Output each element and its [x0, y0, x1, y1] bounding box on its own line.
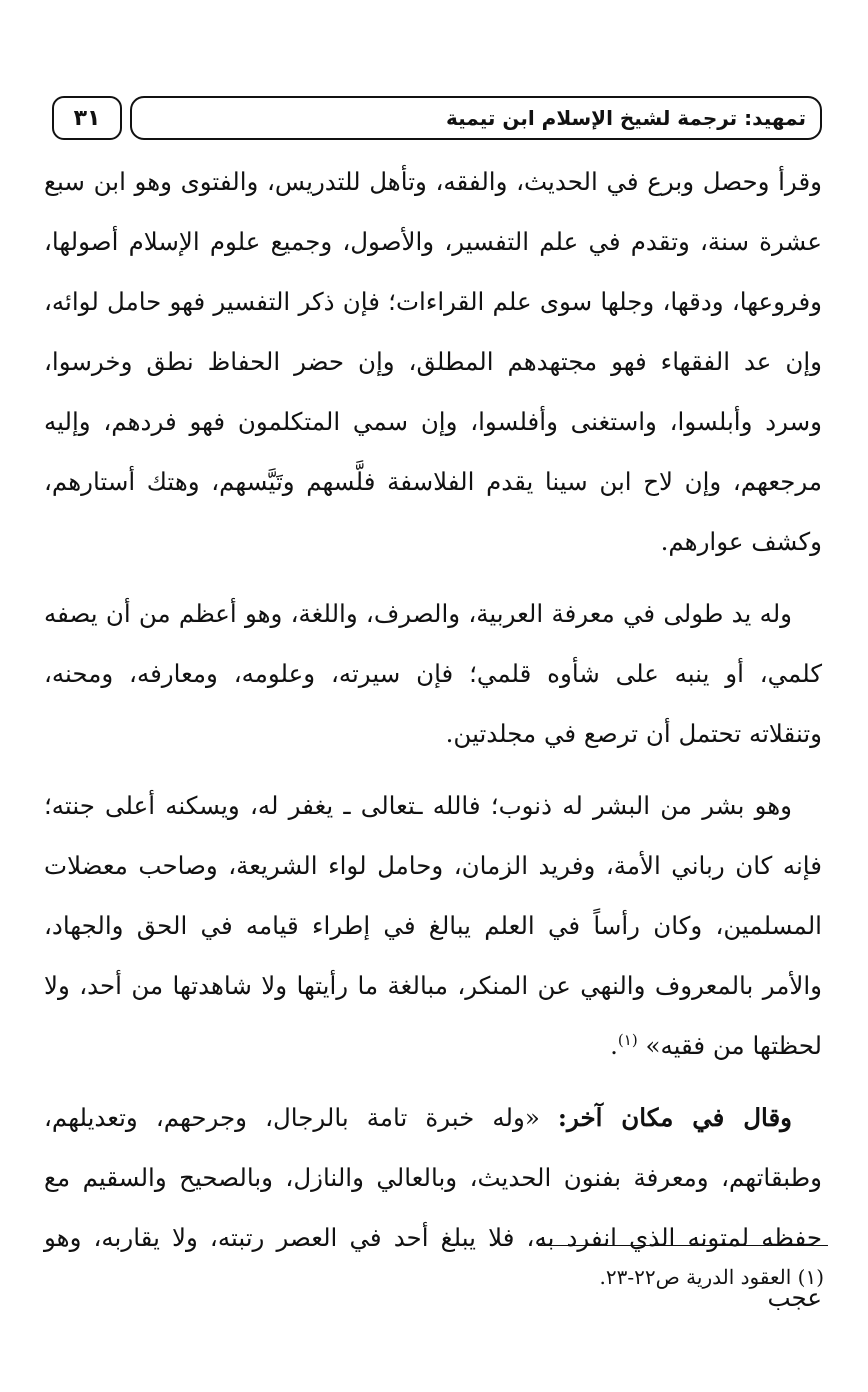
footnote: (١) العقود الدرية ص٢٢-٢٣. — [599, 1265, 824, 1289]
page-number: ٣١ — [52, 96, 122, 140]
paragraph-3 — [44, 776, 822, 1076]
paragraph-4-text: «وله خبرة تامة بالرجال، وجرحهم، وتعديلهم، وطبقاتهم، ومعرفة بفنون الحديث، وبالعالي والنازل، وبالصحيح والسقيم مع حفظه لمتونه الذي انفرد به، فلا يبلغ أحد في العصر رتبته، ولا يقاربه، وهو عجب — [44, 1103, 822, 1312]
footnote-reference: (١) — [617, 1030, 638, 1049]
paragraph-3-end: . — [610, 1031, 618, 1060]
running-title: تمهيد: ترجمة لشيخ الإسلام ابن تيمية — [130, 96, 822, 140]
paragraph-2: وله يد طولى في معرفة العربية، والصرف، واللغة، وهو أعظم من أن يصفه كلمي، أو ينبه على شأوه قلمي؛ فإن سيرته، وعلومه، ومعارفه، ومحنه، وتنقلاته تحتمل أن ترصع في مجلدتين. — [44, 599, 822, 748]
paragraph-4 — [44, 1088, 822, 1328]
page-body — [44, 152, 822, 1340]
footnote-divider — [538, 1245, 828, 1246]
page-header — [52, 96, 822, 146]
paragraph-1: وقرأ وحصل وبرع في الحديث، والفقه، وتأهل للتدريس، والفتوى وهو ابن سبع عشرة سنة، وتقدم في علم التفسير، والأصول، وجميع علوم الإسلام أصولها، وفروعها، ودقها، وجلها سوى علم القراءات؛ فإن ذكر التفسير فهو حامل لوائه، وإن عد الفقهاء فهو مجتهدهم المطلق، وإن حضر الحفاظ نطق وخرسوا، وسرد وأبلسوا، واستغنى وأفلسوا، وإن سمي المتكلمون فهو فردهم، وإليه مرجعهم، وإن لاح ابن سينا يقدم الفلاسفة فلَّسهم وتَيَّسهم، وهتك أستارهم، وكشف عوارهم. — [44, 167, 822, 556]
paragraph-4-lead: وقال في مكان آخر: — [557, 1103, 792, 1132]
paragraph-3-text: وهو بشر من البشر له ذنوب؛ فالله ـتعالى ـ يغفر له، ويسكنه أعلى جنته؛ فإنه كان رباني الأمة، وفريد الزمان، وحامل لواء الشريعة، وصاحب معضلات المسلمين، وكان رأساً في العلم يبالغ في إطراء قيامه في الحق والجهاد، والأمر بالمعروف والنهي عن المنكر، مبالغة ما رأيتها ولا شاهدتها من أحد، ولا لحظتها من فقيه» — [44, 791, 822, 1060]
